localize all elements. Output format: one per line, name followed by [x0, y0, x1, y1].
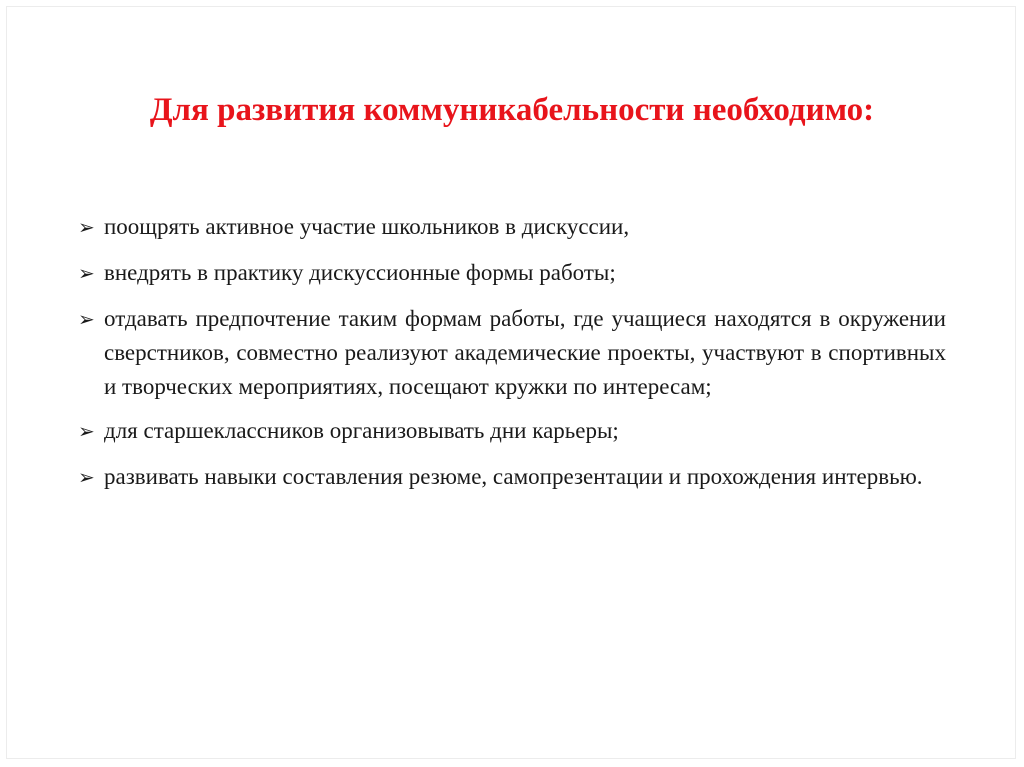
- arrowhead-bullet-icon: ➢: [78, 419, 95, 443]
- bullet-item: [78, 302, 946, 404]
- arrowhead-bullet-icon: ➢: [78, 261, 95, 285]
- bullet-text: внедрять в практику дискуссионные формы работы;: [104, 260, 616, 285]
- slide-title: Для развития коммуникабельности необходимо:: [149, 92, 875, 128]
- bullet-text: поощрять активное участие школьников в дискуссии,: [104, 214, 630, 239]
- bullet-text: развивать навыки составления резюме, самопрезентации и прохождения интервью.: [104, 464, 923, 489]
- bullet-text: отдавать предпочтение таким формам работы, где учащиеся находятся в окружении сверстников, совместно реализуют академические проекты, участвуют в спортивных и творческих мероприятиях, посещают кружки по интересам;: [104, 306, 946, 399]
- arrowhead-bullet-icon: ➢: [78, 307, 95, 331]
- bullet-item: [78, 460, 946, 494]
- bullet-item: [78, 210, 946, 244]
- bullet-text: для старшеклассников организовывать дни карьеры;: [104, 418, 619, 443]
- arrowhead-bullet-icon: ➢: [78, 465, 95, 489]
- arrowhead-bullet-icon: ➢: [78, 215, 95, 239]
- bullet-list: [78, 210, 946, 506]
- bullet-item: [78, 256, 946, 290]
- bullet-item: [78, 414, 946, 448]
